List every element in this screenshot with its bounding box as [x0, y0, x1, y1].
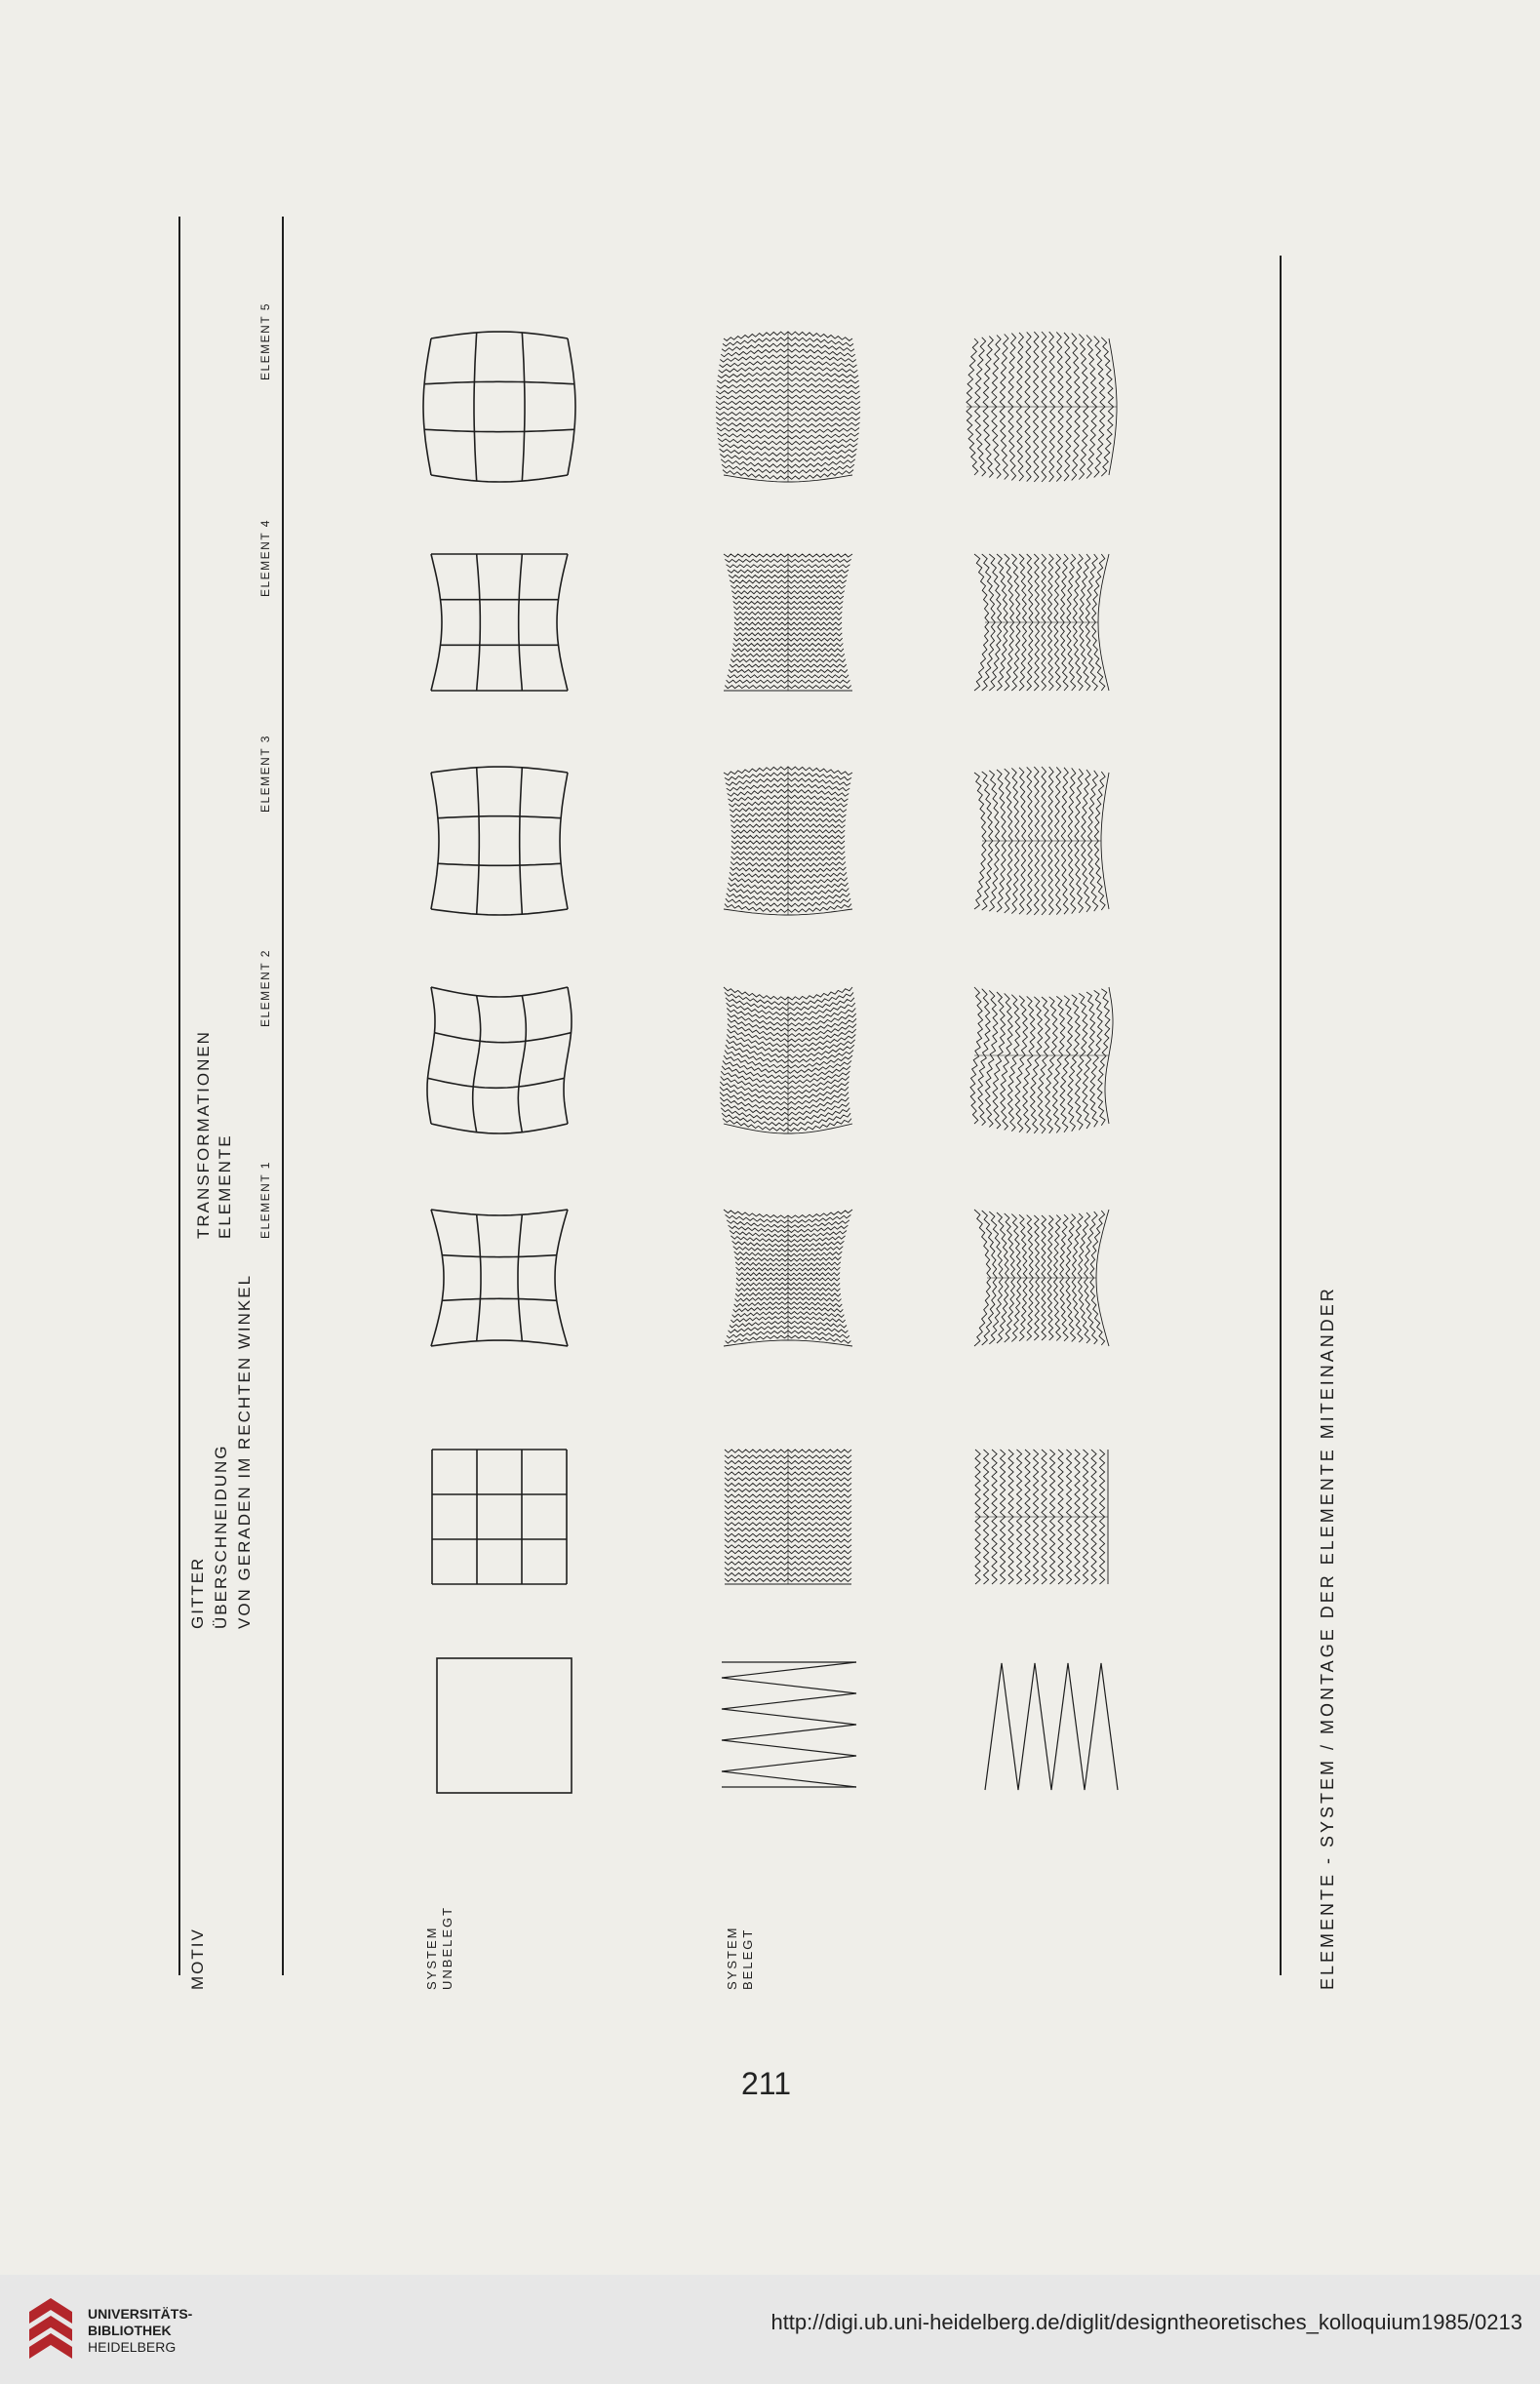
- system-unbelegt-label-1: SYSTEM: [424, 1926, 439, 1990]
- element-3-grid-unbelegt: [431, 767, 568, 915]
- element-5-label: ELEMENT 5: [258, 302, 272, 380]
- footer-bar: [0, 2275, 1540, 2384]
- gitter-line2: VON GERADEN IM RECHTEN WINKEL: [235, 1273, 254, 1629]
- system-belegt-label-1: SYSTEM: [725, 1926, 739, 1990]
- element-1-hatch-system: [974, 1210, 1109, 1346]
- system-unbelegt-label-2: UNBELEGT: [440, 1905, 454, 1990]
- source-url[interactable]: http://digi.ub.uni-heidelberg.de/diglit/designtheoretisches_kolloquium1985/0213: [770, 2310, 1522, 2334]
- element-3-hatch-belegt: [724, 767, 852, 915]
- library-name: [88, 2306, 192, 2356]
- element-1-hatch-belegt: [724, 1210, 852, 1346]
- library-name-line2: BIBLIOTHEK: [88, 2323, 172, 2338]
- element-2-label: ELEMENT 2: [258, 949, 272, 1027]
- transformations-sub: ELEMENTE: [216, 1133, 234, 1239]
- element-5-grid-unbelegt: [423, 332, 575, 482]
- library-logo-icon: [23, 2294, 78, 2364]
- element-5-hatch-belegt: [716, 332, 860, 482]
- system-belegt-label-2: BELEGT: [740, 1927, 755, 1990]
- gitter-hatch-system: [975, 1450, 1108, 1584]
- element-4-grid-unbelegt: [431, 554, 568, 691]
- gitter-title: GITTER: [188, 1556, 207, 1629]
- motiv-zigzag-system: [985, 1663, 1118, 1790]
- element-5-hatch-system: [967, 332, 1117, 482]
- library-name-line3: HEIDELBERG: [88, 2339, 177, 2355]
- library-name-line1: UNIVERSITÄTS-: [88, 2306, 193, 2322]
- gitter-hatch-belegt: [725, 1450, 851, 1584]
- motiv-zigzag-belegt: [722, 1662, 856, 1787]
- motiv-label: MOTIV: [188, 1927, 207, 1990]
- element-3-hatch-system: [974, 767, 1109, 915]
- page-number: 211: [741, 2066, 792, 2101]
- motiv-square-unbelegt: [437, 1658, 572, 1793]
- element-2-hatch-belegt: [720, 987, 856, 1133]
- element-4-label: ELEMENT 4: [258, 519, 272, 597]
- gitter-line1: ÜBERSCHNEIDUNG: [212, 1444, 230, 1629]
- figure-caption: ELEMENTE - SYSTEM / MONTAGE DER ELEMENTE MITEINANDER: [1318, 1286, 1337, 1990]
- element-2-hatch-system: [970, 987, 1113, 1133]
- page-rules: [179, 217, 1281, 1975]
- gitter-grid-unbelegt: [432, 1450, 567, 1584]
- drawing-area: [423, 332, 1118, 1793]
- element-1-label: ELEMENT 1: [258, 1161, 272, 1239]
- element-2-grid-unbelegt: [427, 987, 572, 1133]
- element-3-label: ELEMENT 3: [258, 735, 272, 813]
- element-1-grid-unbelegt: [431, 1210, 568, 1346]
- element-4-hatch-belegt: [724, 554, 852, 691]
- element-4-hatch-system: [974, 554, 1109, 691]
- transformations-title: TRANSFORMATIONEN: [194, 1030, 213, 1239]
